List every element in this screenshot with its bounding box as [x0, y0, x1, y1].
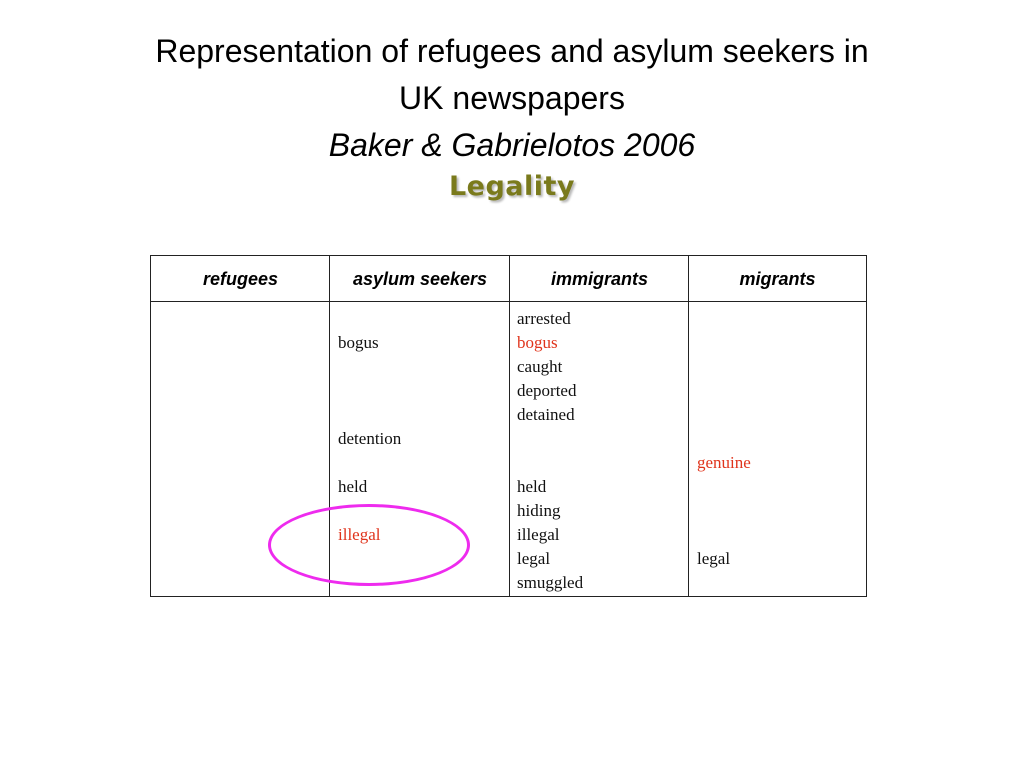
header-migrants: migrants	[689, 256, 866, 302]
slide-title	[0, 28, 1024, 169]
word-hiding: hiding	[517, 501, 561, 520]
highlight-ellipse-annotation	[268, 504, 470, 586]
word-bogus-highlighted: bogus	[517, 333, 558, 352]
word-detained: detained	[517, 405, 575, 424]
word-genuine-highlighted: genuine	[697, 453, 751, 472]
word-held: held	[517, 477, 547, 496]
word-caught: caught	[517, 357, 563, 376]
word-legal: legal	[697, 549, 731, 568]
word-smuggled: smuggled	[517, 573, 584, 592]
cell-migrants	[689, 302, 866, 596]
word-legal: legal	[517, 549, 551, 568]
title-line-1: Representation of refugees and asylum seekers in	[155, 33, 869, 69]
word-bogus: bogus	[338, 333, 379, 352]
word-arrested: arrested	[517, 309, 571, 328]
title-line-2: UK newspapers	[399, 80, 625, 116]
title-citation: Baker & Gabrielotos 2006	[328, 127, 696, 163]
word-illegal-highlighted: illegal	[338, 525, 381, 544]
cell-immigrants	[510, 302, 688, 596]
word-illegal: illegal	[517, 525, 560, 544]
word-deported: deported	[517, 381, 577, 400]
word-held: held	[338, 477, 368, 496]
header-asylum-seekers: asylum seekers	[330, 256, 510, 302]
word-detention: detention	[338, 429, 402, 448]
collocates-table	[150, 255, 867, 597]
header-refugees: refugees	[151, 256, 330, 302]
slide-subtitle: Legality	[448, 171, 576, 202]
header-immigrants: immigrants	[510, 256, 689, 302]
